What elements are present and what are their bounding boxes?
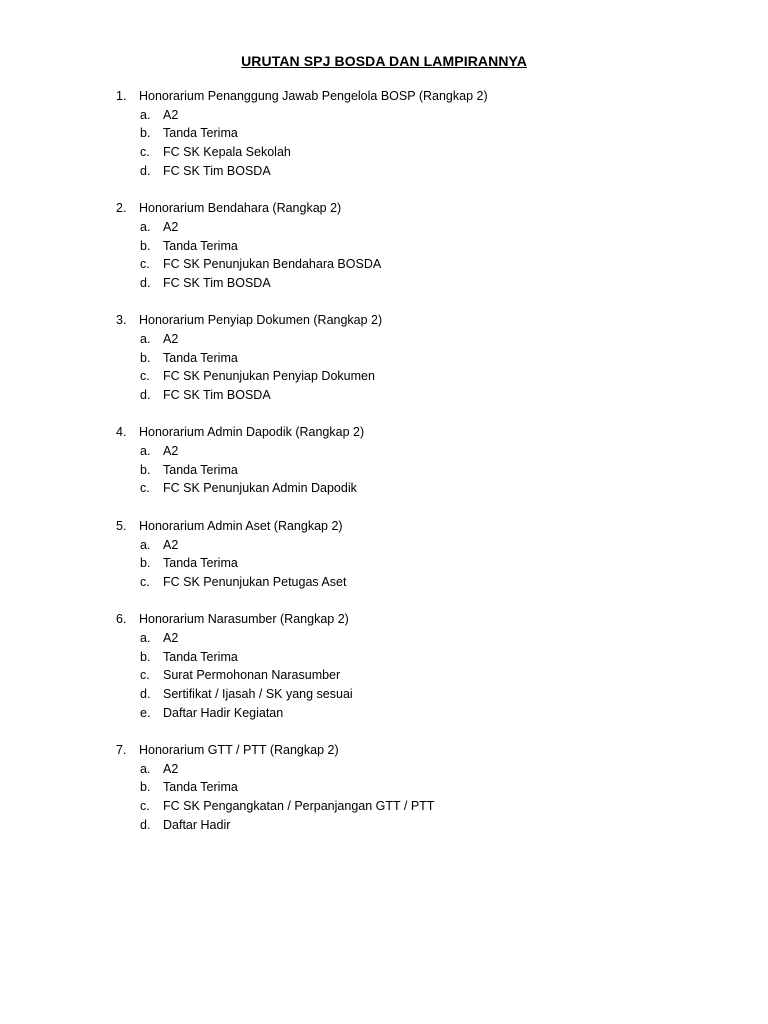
section-heading: Honorarium Admin Dapodik (Rangkap 2) (139, 425, 365, 440)
list-item (116, 479, 676, 498)
section-heading-line (116, 610, 676, 629)
section-number: 4. (116, 425, 127, 440)
list-item-letter: a. (140, 107, 151, 122)
list-item-letter: b. (140, 126, 151, 141)
list-item-letter: b. (140, 649, 151, 664)
list-item-text: Tanda Terima (163, 462, 238, 477)
list-item (116, 162, 676, 181)
list-item (116, 666, 676, 685)
list-item (116, 106, 676, 125)
list-item-text: A2 (163, 537, 179, 552)
list-item-letter: c. (140, 668, 150, 683)
list-section (116, 741, 676, 834)
section-heading-line (116, 87, 676, 106)
section-number: 2. (116, 201, 127, 216)
list-item-text: A2 (163, 630, 179, 645)
list-item-letter: d. (140, 163, 151, 178)
section-heading: Honorarium Admin Aset (Rangkap 2) (139, 518, 343, 533)
list-item-text: Surat Permohonan Narasumber (163, 668, 341, 683)
list-item-text: FC SK Penunjukan Bendahara BOSDA (163, 257, 382, 272)
list-item-letter: c. (140, 481, 150, 496)
list-item (116, 816, 676, 835)
list-item (116, 797, 676, 816)
list-item-text: Tanda Terima (163, 780, 238, 795)
list-item-letter: a. (140, 444, 151, 459)
list-section (116, 517, 676, 592)
list-item-text: Tanda Terima (163, 126, 238, 141)
list-item-letter: c. (140, 799, 150, 814)
list-item-letter: a. (140, 630, 151, 645)
list-item (116, 778, 676, 797)
section-heading-line (116, 423, 676, 442)
section-number: 5. (116, 518, 127, 533)
list-item (116, 536, 676, 555)
list-section (116, 423, 676, 498)
list-item (116, 330, 676, 349)
list-item-text: FC SK Pengangkatan / Perpanjangan GTT / PTT (163, 799, 435, 814)
list-item-text: FC SK Penunjukan Admin Dapodik (163, 481, 357, 496)
list-item (116, 442, 676, 461)
list-item-text: Tanda Terima (163, 649, 238, 664)
list-item (116, 367, 676, 386)
section-number: 1. (116, 89, 127, 103)
list-item (116, 255, 676, 274)
list-item-text: A2 (163, 761, 179, 776)
list-item-letter: c. (140, 145, 150, 160)
list-item-letter: b. (140, 462, 151, 477)
list-item (116, 704, 676, 723)
section-number: 6. (116, 612, 127, 627)
list-item-letter: a. (140, 331, 151, 346)
list-item (116, 143, 676, 162)
list-item (116, 573, 676, 592)
list-item-letter: a. (140, 219, 151, 234)
list-item (116, 461, 676, 480)
list-item (116, 386, 676, 405)
list-section (116, 610, 676, 722)
list-item (116, 554, 676, 573)
list-item-text: Daftar Hadir Kegiatan (163, 705, 284, 720)
section-heading: Honorarium Bendahara (Rangkap 2) (139, 201, 342, 216)
section-heading: Honorarium GTT / PTT (Rangkap 2) (139, 743, 339, 758)
list-item (116, 218, 676, 237)
list-item-letter: b. (140, 350, 151, 365)
list-item-text: Daftar Hadir (163, 817, 231, 832)
list-item-letter: a. (140, 761, 151, 776)
list-item (116, 349, 676, 368)
list-item-text: FC SK Penunjukan Petugas Aset (163, 574, 347, 589)
list-item-text: FC SK Tim BOSDA (163, 388, 271, 402)
list-item (116, 274, 676, 293)
list-item (116, 629, 676, 648)
list-item-text: FC SK Penunjukan Penyiap Dokumen (163, 369, 375, 384)
list-item (116, 648, 676, 667)
section-number: 7. (116, 743, 127, 758)
list-item-text: Tanda Terima (163, 350, 238, 365)
list-section (116, 199, 676, 292)
list-item-text: Sertifikat / Ijasah / SK yang sesuai (163, 687, 353, 701)
list-item-text: A2 (163, 219, 179, 234)
document-title: URUTAN SPJ BOSDA DAN LAMPIRANNYA (241, 53, 527, 69)
section-heading: Honorarium Penanggung Jawab Pengelola BOSP (Rangkap 2) (139, 89, 488, 103)
list-item-text: A2 (163, 444, 179, 459)
list-item-letter: e. (140, 705, 151, 720)
section-heading: Honorarium Penyiap Dokumen (Rangkap 2) (139, 313, 383, 328)
list-item-text: A2 (163, 107, 179, 122)
list-item-letter: d. (140, 275, 151, 290)
section-heading-line (116, 199, 676, 218)
list-item-text: FC SK Tim BOSDA (163, 275, 271, 290)
list-item-letter: a. (140, 537, 151, 552)
list-item-text: FC SK Tim BOSDA (163, 163, 271, 178)
section-heading-line (116, 311, 676, 330)
section-heading-line (116, 741, 676, 760)
list-item-text: A2 (163, 331, 179, 346)
list-item-text: FC SK Kepala Sekolah (163, 145, 291, 160)
list-item-letter: b. (140, 556, 151, 571)
list-item (116, 685, 676, 704)
section-number: 3. (116, 313, 127, 328)
list-item-text: Tanda Terima (163, 556, 238, 571)
list-item (116, 237, 676, 256)
list-item-letter: d. (140, 817, 151, 832)
section-heading-line (116, 517, 676, 536)
list-item (116, 124, 676, 143)
list-item-letter: c. (140, 369, 150, 384)
section-list (116, 87, 676, 853)
section-heading: Honorarium Narasumber (Rangkap 2) (139, 612, 349, 627)
list-item-letter: c. (140, 574, 150, 589)
list-item-letter: d. (140, 687, 151, 701)
list-item-letter: b. (140, 780, 151, 795)
list-section (116, 311, 676, 404)
list-section (116, 87, 676, 180)
list-item-letter: b. (140, 238, 151, 253)
list-item-letter: d. (140, 388, 151, 402)
list-item-text: Tanda Terima (163, 238, 238, 253)
list-item-letter: c. (140, 257, 150, 272)
list-item (116, 760, 676, 779)
